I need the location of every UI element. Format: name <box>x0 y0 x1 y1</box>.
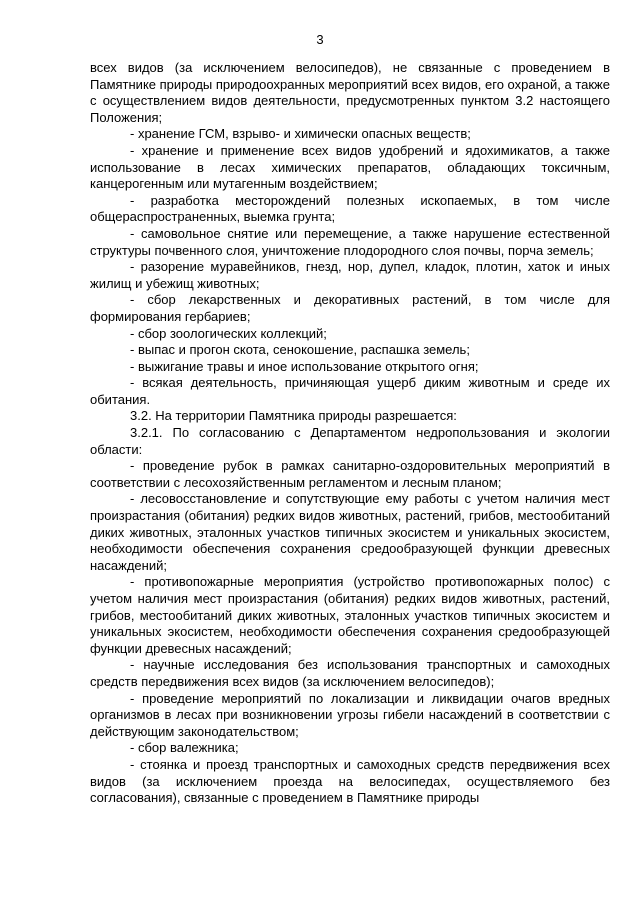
list-item: - сбор валежника; <box>130 740 239 756</box>
page-number: 3 <box>316 32 324 47</box>
list-item: - хранение ГСМ, взрыво- и химически опасных веществ; <box>130 126 471 142</box>
list-item: - разорение муравейников, гнезд, нор, дупел, кладок, плотин, хаток и иных жилищ и убежищ животных; <box>90 259 610 291</box>
list-item: - выжигание травы и иное использование открытого огня; <box>130 358 479 374</box>
list-item: - научные исследования без использования транспортных и самоходных средств передвижения всех видов (за исключением велосипедов); <box>90 657 610 689</box>
list-item: - самовольное снятие или перемещение, а также нарушение естественной структуры почвенного слоя, уничтожение плодородного слоя почвы, порча земель; <box>90 225 610 258</box>
paragraph-continued: всех видов (за исключением велосипедов), не связанные с проведением в Памятнике природы природоохранных мероприятий всех видов, его охраной, а также с осуществлением видов деятельности, предусмотренных пунктом 3.2 настоящего Положения; <box>90 60 610 125</box>
list-item: - стоянка и проезд транспортных и самоходных средств передвижения всех видов (за исключением проезда на велосипедах, осуществляемого без согласования), связанные с проведением в Памятнике природы <box>90 756 610 806</box>
list-item: - сбор зоологических коллекций; <box>130 325 327 341</box>
list-item: - противопожарные мероприятия (устройство противопожарных полос) с учетом наличия мест произрастания (обитания) редких видов животных, растений, грибов, местообитаний диких животных, эталонных участков типичных экосистем и уникальных экосистем, необходимости обеспечения сохранения средообразующей функции древесных насаждений; <box>90 574 610 656</box>
section-heading: 3.2. На территории Памятника природы разрешается: <box>130 408 457 424</box>
list-item: - хранение и применение всех видов удобрений и ядохимикатов, а также использование в лесах химических препаратов, обладающих токсичным, канцерогенным или мутагенным воздействием; <box>90 142 610 192</box>
list-item: - проведение рубок в рамках санитарно-оздоровительных мероприятий в соответствии с лесохозяйственным регламентом и лесным планом; <box>90 458 610 490</box>
subsection-heading: 3.2.1. По согласованию с Департаментом недропользования и экологии области: <box>90 425 610 457</box>
list-item: - всякая деятельность, причиняющая ущерб диким животным и среде их обитания. <box>90 375 610 407</box>
list-item: - выпас и прогон скота, сенокошение, распашка земель; <box>130 342 470 358</box>
list-item: - лесовосстановление и сопутствующие ему работы с учетом наличия мест произрастания (обитания) редких видов животных, растений, грибов, местообитаний диких животных, эталонных участков типичных экосистем и уникальных экосистем, необходимости обеспечения сохранения средообразующей функции древесных насаждений; <box>90 491 610 573</box>
document-body <box>90 60 610 807</box>
list-item: - разработка месторождений полезных ископаемых, в том числе общераспространенных, выемка грунта; <box>90 192 610 225</box>
list-item: - сбор лекарственных и декоративных растений, в том числе для формирования гербариев; <box>90 292 610 324</box>
list-item: - проведение мероприятий по локализации и ликвидации очагов вредных организмов в лесах при возникновении угрозы гибели насаждений в соответствии с действующим законодательством; <box>90 690 610 739</box>
